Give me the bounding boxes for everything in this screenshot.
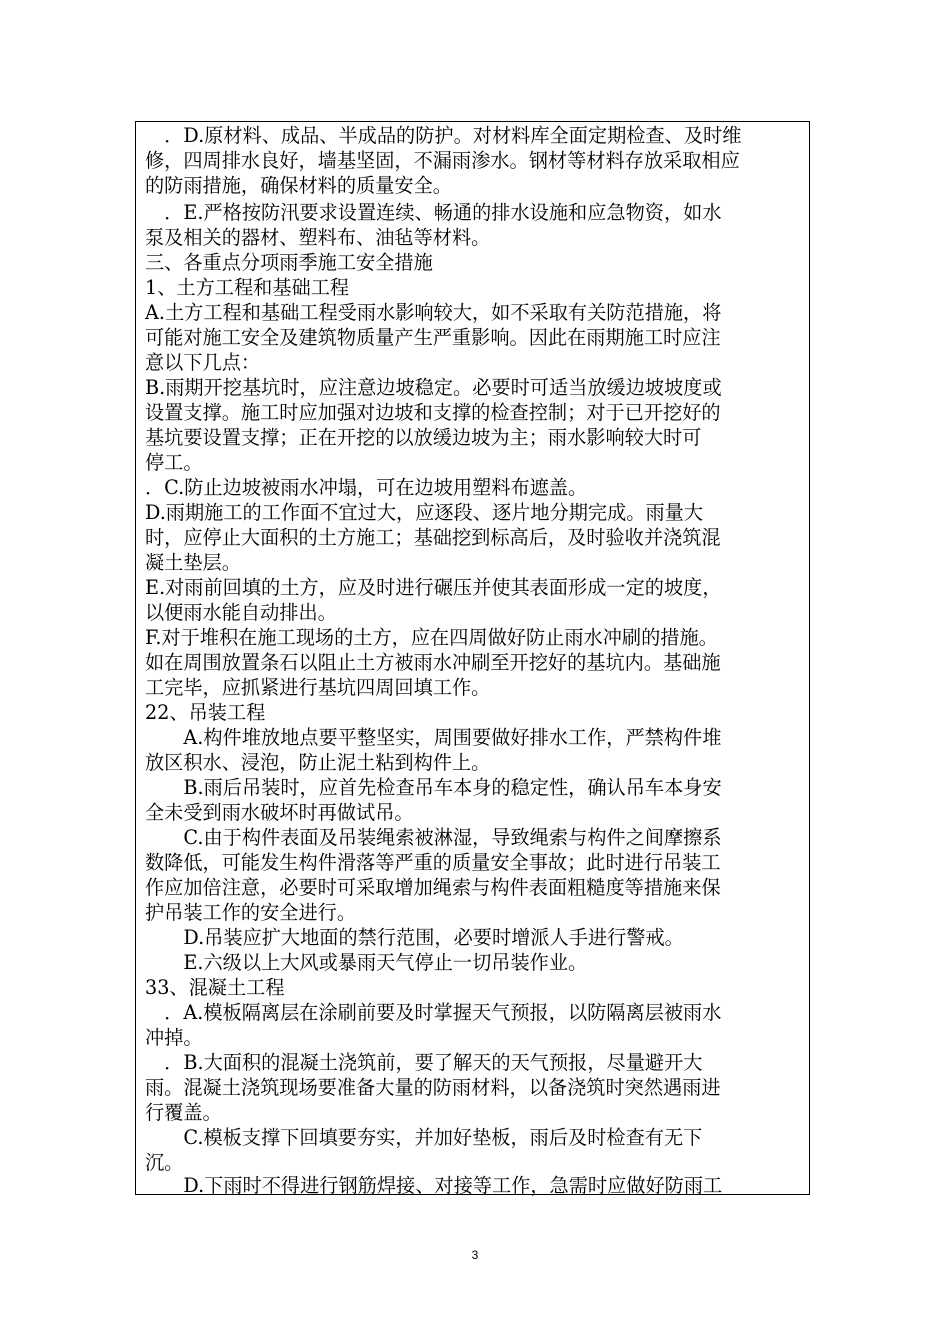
text-line: ．D.原材料、成品、半成品的防护。对材料库全面定期检查、及时维 bbox=[145, 124, 742, 147]
text-line: 设置支撑。施工时应加强对边坡和支撑的检查控制；对于已开挖好的 bbox=[145, 401, 721, 424]
text-line: 作应加倍注意，必要时可采取增加绳索与构件表面粗糙度等措施来保 bbox=[145, 876, 721, 899]
text-line: ．C.防止边坡被雨水冲塌，可在边坡用塑料布遮盖。 bbox=[145, 476, 588, 499]
text-line: E.六级以上大风或暴雨天气停止一切吊装作业。 bbox=[145, 951, 588, 974]
text-line: C.模板支撑下回填要夯实，并加好垫板，雨后及时检查有无下 bbox=[145, 1126, 703, 1149]
text-line: 冲掉。 bbox=[145, 1026, 203, 1049]
text-line: E.对雨前回填的土方，应及时进行碾压并使其表面形成一定的坡度， bbox=[145, 576, 722, 599]
text-line: D.下雨时不得进行钢筋焊接、对接等工作，急需时应做好防雨工 bbox=[145, 1174, 723, 1197]
text-line: 可能对施工安全及建筑物质量产生严重影响。因此在雨期施工时应注 bbox=[145, 326, 721, 349]
text-line: 停工。 bbox=[145, 451, 203, 474]
text-line: 意以下几点： bbox=[145, 351, 261, 374]
text-line: A.构件堆放地点要平整坚实，周围要做好排水工作，严禁构件堆 bbox=[145, 726, 722, 749]
text-line: A.土方工程和基础工程受雨水影响较大，如不采取有关防范措施，将 bbox=[145, 301, 722, 324]
text-line: F.对于堆积在施工现场的土方，应在四周做好防止雨水冲刷的措施。 bbox=[145, 626, 718, 649]
text-line: 凝土垫层。 bbox=[145, 551, 241, 574]
text-line: ．E.严格按防汛要求设置连续、畅通的排水设施和应急物资，如水 bbox=[145, 201, 722, 224]
text-line: B.雨后吊装时，应首先检查吊车本身的稳定性，确认吊车本身安 bbox=[145, 776, 722, 799]
text-line: B.雨期开挖基坑时，应注意边坡稳定。必要时可适当放缓边坡坡度或 bbox=[145, 376, 722, 399]
text-line: 护吊装工作的安全进行。 bbox=[145, 901, 357, 924]
subsection-heading: 33、混凝土工程 bbox=[145, 976, 285, 999]
text-line: 时，应停止大面积的土方施工；基础挖到标高后，及时验收并浇筑混 bbox=[145, 526, 721, 549]
text-line: 工完毕，应抓紧进行基坑四周回填工作。 bbox=[145, 676, 491, 699]
text-line: 如在周围放置条石以阻止土方被雨水冲刷至开挖好的基坑内。基础施 bbox=[145, 651, 721, 674]
text-line: 放区积水、浸泡，防止泥土粘到构件上。 bbox=[145, 751, 491, 774]
subsection-heading: 22、吊装工程 bbox=[145, 701, 266, 724]
text-line: C.由于构件表面及吊装绳索被淋湿，导致绳索与构件之间摩擦系 bbox=[145, 826, 722, 849]
text-line: D.雨期施工的工作面不宜过大，应逐段、逐片地分期完成。雨量大 bbox=[145, 501, 704, 524]
text-line: 沉。 bbox=[145, 1151, 184, 1174]
text-line: 基坑要设置支撑；正在开挖的以放缓边坡为主；雨水影响较大时可 bbox=[145, 426, 702, 449]
subsection-heading: 1、土方工程和基础工程 bbox=[145, 276, 350, 299]
text-line: 泵及相关的器材、塑料布、油毡等材料。 bbox=[145, 226, 491, 249]
text-line: 雨。混凝土浇筑现场要准备大量的防雨材料，以备浇筑时突然遇雨进 bbox=[145, 1076, 721, 1099]
text-line: ．B.大面积的混凝土浇筑前，要了解天的天气预报，尽量避开大 bbox=[145, 1051, 703, 1074]
text-line: 的防雨措施，确保材料的质量安全。 bbox=[145, 174, 452, 197]
page-number: 3 bbox=[471, 1248, 479, 1262]
text-line: 行覆盖。 bbox=[145, 1101, 222, 1124]
text-line: 以便雨水能自动排出。 bbox=[145, 601, 337, 624]
text-line: ．A.模板隔离层在涂刷前要及时掌握天气预报，以防隔离层被雨水 bbox=[145, 1001, 722, 1024]
text-line: 修，四周排水良好，墙基坚固，不漏雨渗水。钢材等材料存放采取相应 bbox=[145, 149, 740, 172]
section-heading: 三、各重点分项雨季施工安全措施 bbox=[145, 251, 433, 274]
text-line: D.吊装应扩大地面的禁行范围，必要时增派人手进行警戒。 bbox=[145, 926, 684, 949]
text-line: 数降低，可能发生构件滑落等严重的质量安全事故；此时进行吊装工 bbox=[145, 851, 721, 874]
text-line: 全未受到雨水破坏时再做试吊。 bbox=[145, 801, 414, 824]
